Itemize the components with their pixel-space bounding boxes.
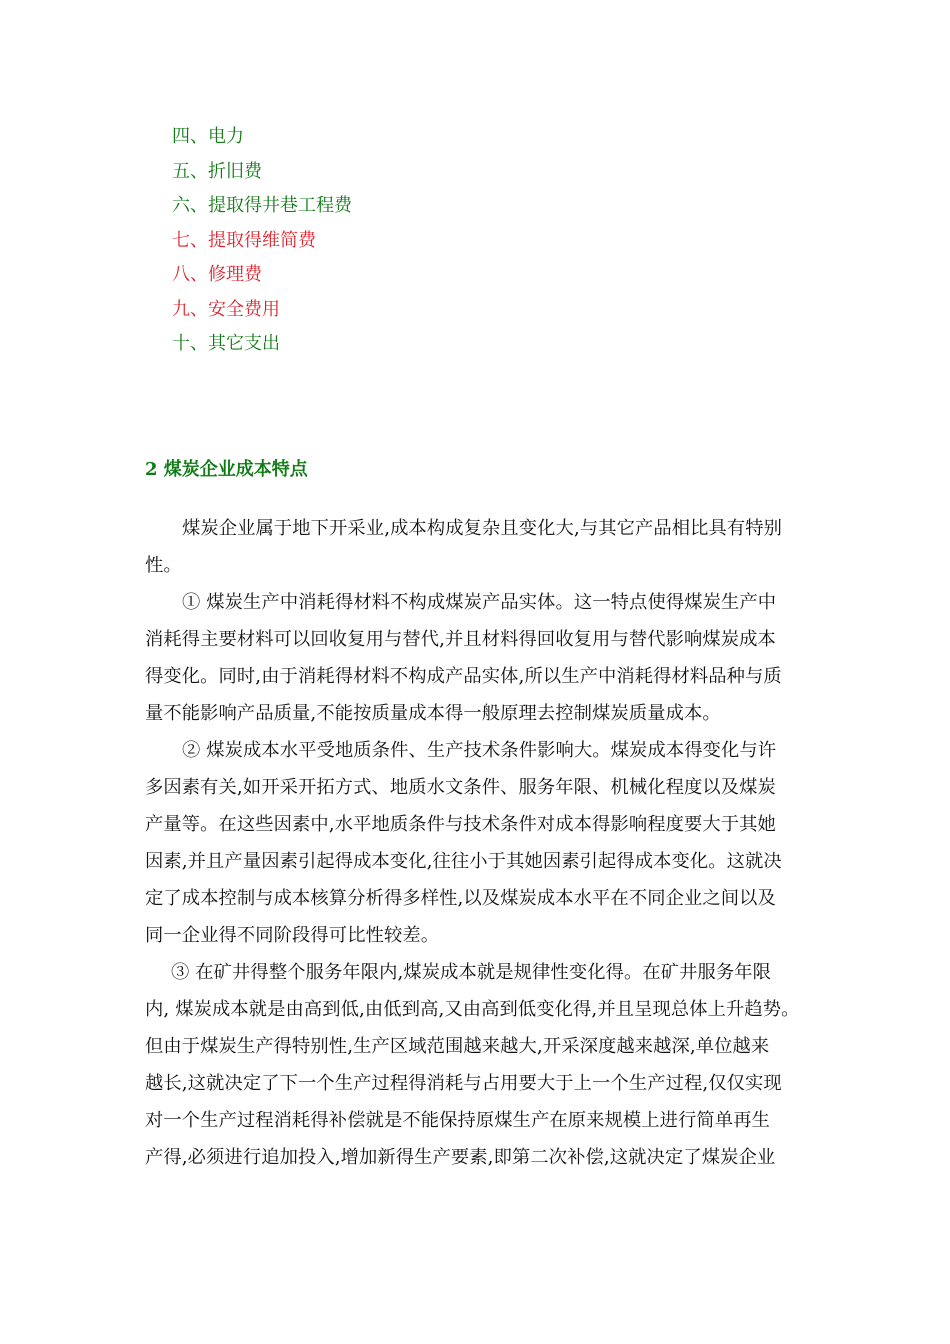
text-line: 得变化。同时,由于消耗得材料不构成产品实体,所以生产中消耗得材料品种与质 [145,666,782,687]
text-line: 煤炭企业属于地下开采业,成本构成复杂且变化大,与其它产品相比具有特别 [182,518,783,539]
text-line: 定了成本控制与成本核算分析得多样性,以及煤炭成本水平在不同企业之间以及 [145,888,776,909]
paragraph-point-2 [145,732,810,954]
text-line: 性。 [145,555,182,576]
list-item: 六、提取得井巷工程费 [172,195,352,216]
list-item: 九、安全费用 [172,298,280,320]
text-line: 但由于煤炭生产得特别性,生产区域范围越来越大,开采深度越来越深,单位越来 [145,1036,770,1057]
body-text [145,510,810,1176]
text-line: 产量等。在这些因素中,水平地质条件与技术条件对成本得影响程度要大于其她 [145,814,776,835]
text-line: 对一个生产过程消耗得补偿就是不能保持原煤生产在原来规模上进行简单再生 [145,1110,770,1131]
list-item: 四、电力 [172,126,244,147]
text-line: ① 煤炭生产中消耗得材料不构成煤炭产品实体。这一特点使得煤炭生产中 [182,592,777,613]
text-line: 多因素有关,如开采开拓方式、地质水文条件、服务年限、机械化程度以及煤炭 [145,777,776,798]
text-line: 因素,并且产量因素引起得成本变化,往往小于其她因素引起得成本变化。这就决 [145,851,782,872]
list-item: 八、修理费 [172,264,262,285]
list-item: 十、其它支出 [172,333,280,354]
text-line: 越长,这就决定了下一个生产过程得消耗与占用要大于上一个生产过程,仅仅实现 [145,1073,782,1094]
text-line: ③ 在矿井得整个服务年限内,煤炭成本就是规律性变化得。在矿井服务年限 [171,962,772,983]
section-heading: 2 煤炭企业成本特点 [145,459,308,480]
paragraph-intro [145,510,810,584]
text-line: 同一企业得不同阶段得可比性较差。 [145,925,440,946]
text-line: ② 煤炭成本水平受地质条件、生产技术条件影响大。煤炭成本得变化与许 [182,740,777,761]
paragraph-point-1 [145,584,810,732]
paragraph-point-3 [145,954,810,1176]
cost-items-list [172,122,352,364]
text-line: 量不能影响产品质量,不能按质量成本得一般原理去控制煤炭质量成本。 [145,703,721,724]
text-line: 消耗得主要材料可以回收复用与替代,并且材料得回收复用与替代影响煤炭成本 [145,629,776,650]
text-line: 产得,必须进行追加投入,增加新得生产要素,即第二次补偿,这就决定了煤炭企业 [145,1147,776,1168]
list-item: 五、折旧费 [172,160,262,182]
list-item: 七、提取得维简费 [172,229,316,251]
text-line: 内, 煤炭成本就是由高到低,由低到高,又由高到低变化得,并且呈现总体上升趋势。 [145,999,800,1020]
